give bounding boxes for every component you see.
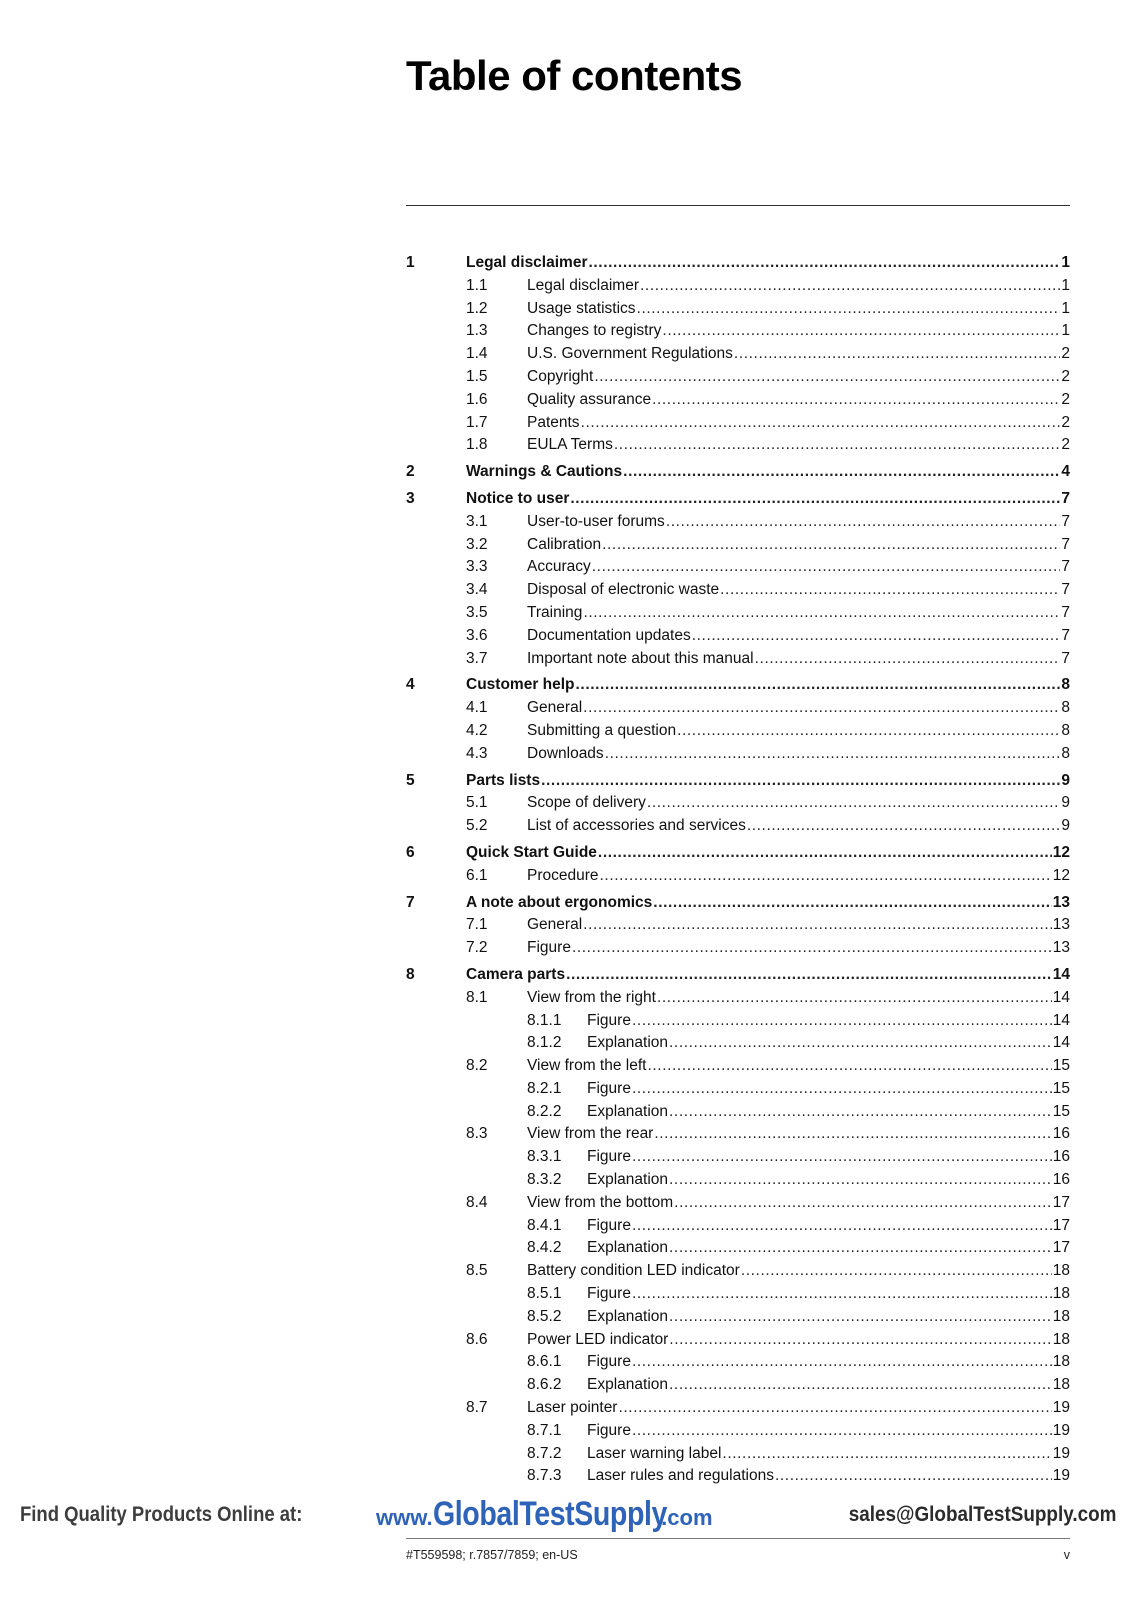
toc-entry-number: 8.2.1 [527, 1079, 562, 1097]
toc-entry-number: 6.1 [466, 866, 488, 884]
toc-entry-page: 18 [1052, 1353, 1070, 1371]
toc-dot-leader [669, 1329, 1051, 1352]
toc-entry-number: 8.5.2 [527, 1307, 562, 1325]
toc-entry-title: General [527, 699, 583, 717]
toc-entry-title: View from the bottom [527, 1193, 674, 1211]
toc-entry-number: 1.4 [466, 345, 488, 363]
toc-entry-page: 7 [1061, 512, 1070, 530]
toc-entry-number: 3.2 [466, 535, 488, 553]
toc-entry-number: 1.1 [466, 276, 488, 294]
toc-entry-page: 19 [1052, 1421, 1070, 1439]
toc-entry-title: Submitting a question [527, 721, 677, 739]
toc-entry-title: Laser rules and regulations [587, 1467, 774, 1485]
toc-entry[interactable] [406, 366, 1070, 389]
toc-dot-leader [669, 1237, 1052, 1260]
toc-entry[interactable] [406, 1306, 1070, 1329]
toc-entry-number: 5 [406, 771, 415, 789]
toc-entry-title: View from the rear [527, 1125, 654, 1143]
toc-entry-page: 2 [1061, 413, 1070, 431]
toc-entry-page: 15 [1052, 1079, 1070, 1097]
toc-entry-number: 7.2 [466, 939, 488, 957]
toc-entry-number: 5.2 [466, 817, 488, 835]
toc-entry-number: 8.5.1 [527, 1285, 562, 1303]
toc-entry-page: 16 [1052, 1125, 1070, 1143]
toc-entry-page: 2 [1061, 345, 1070, 363]
toc-entry[interactable] [406, 842, 1070, 865]
toc-entry[interactable] [406, 1260, 1070, 1283]
toc-entry-number: 7 [406, 893, 415, 911]
toc-entry-title: Usage statistics [527, 299, 636, 317]
toc-entry-number: 8.5 [466, 1262, 488, 1280]
toc-entry-page: 2 [1061, 390, 1070, 408]
toc-entry-title: Explanation [587, 1171, 669, 1189]
toc-entry[interactable] [406, 1420, 1070, 1443]
toc-entry-page: 7 [1061, 489, 1070, 507]
toc-entry-number: 8 [406, 965, 415, 983]
toc-entry-title: Figure [587, 1421, 631, 1439]
toc-entry-number: 3.7 [466, 649, 488, 667]
toc-dot-leader [669, 1032, 1052, 1055]
toc-entry-number: 8.4.1 [527, 1216, 562, 1234]
toc-entry-number: 8.4.2 [527, 1239, 562, 1257]
toc-entry-title: Laser warning label [587, 1444, 722, 1462]
toc-entry[interactable] [406, 674, 1070, 697]
footer-divider [406, 1538, 1070, 1539]
toc-entry-title: A note about ergonomics [466, 893, 653, 911]
toc-entry-title: Important note about this manual [527, 649, 754, 667]
toc-dot-leader [632, 1215, 1052, 1238]
toc-entry-title: View from the left [527, 1057, 647, 1075]
toc-entry[interactable] [406, 1374, 1070, 1397]
toc-entry-title: U.S. Government Regulations [527, 345, 733, 363]
toc-entry-page: 8 [1061, 721, 1070, 739]
toc-entry-page: 7 [1061, 626, 1070, 644]
toc-entry-title: Battery condition LED indicator [527, 1262, 740, 1280]
toc-entry[interactable] [406, 1351, 1070, 1374]
banner-site-brand: GlobalTestSupply [432, 1495, 667, 1533]
toc-dot-leader [652, 389, 1060, 412]
toc-dot-leader [640, 275, 1060, 298]
page-title: Table of contents [406, 52, 743, 99]
toc-entry-page: 13 [1052, 939, 1070, 957]
toc-dot-leader [570, 488, 1060, 511]
toc-entry-title: Laser pointer [527, 1399, 618, 1417]
toc-entry-number: 4 [406, 676, 415, 694]
toc-entry-number: 3.3 [466, 558, 488, 576]
toc-dot-leader [741, 1260, 1052, 1283]
toc-entry[interactable] [406, 602, 1070, 625]
toc-entry-page: 14 [1052, 988, 1070, 1006]
toc-entry-page: 13 [1052, 916, 1070, 934]
toc-entry-title: Figure [587, 1079, 631, 1097]
toc-entry-number: 2 [406, 463, 415, 481]
toc-entry-number: 8.1.2 [527, 1034, 562, 1052]
toc-entry-title: Explanation [587, 1307, 669, 1325]
toc-entry[interactable] [406, 461, 1070, 484]
toc-entry-page: 19 [1052, 1444, 1070, 1462]
toc-entry[interactable] [406, 1329, 1070, 1352]
toc-entry[interactable] [406, 1192, 1070, 1215]
toc-entry-number: 1.5 [466, 367, 488, 385]
toc-entry[interactable] [406, 1010, 1070, 1033]
toc-entry[interactable] [406, 1055, 1070, 1078]
toc-entry[interactable] [406, 488, 1070, 511]
toc-entry-number: 1.2 [466, 299, 488, 317]
toc-entry-number: 8.6 [466, 1330, 488, 1348]
toc-entry-title: Documentation updates [527, 626, 691, 644]
toc-entry-page: 7 [1061, 603, 1070, 621]
toc-entry-page: 18 [1052, 1376, 1070, 1394]
toc-entry-title: Notice to user [466, 489, 570, 507]
toc-entry-number: 8.3.1 [527, 1148, 562, 1166]
toc-entry-number: 8.7 [466, 1399, 488, 1417]
toc-dot-leader [666, 511, 1061, 534]
toc-entry-title: Customer help [466, 676, 575, 694]
toc-entry-page: 9 [1061, 771, 1070, 789]
toc-dot-leader [654, 1123, 1051, 1146]
toc-dot-leader [583, 914, 1052, 937]
footer-banner [0, 1495, 1132, 1535]
toc-entry-page: 18 [1052, 1285, 1070, 1303]
toc-entry-page: 8 [1061, 744, 1070, 762]
toc-dot-leader [677, 720, 1060, 743]
toc-entry[interactable] [406, 892, 1070, 915]
toc-entry-title: Explanation [587, 1034, 669, 1052]
toc-entry-page: 9 [1061, 794, 1070, 812]
toc-entry-page: 1 [1061, 254, 1070, 271]
toc-entry[interactable] [406, 625, 1070, 648]
toc-dot-leader [720, 579, 1060, 602]
toc-entry-title: Warnings & Cautions [466, 463, 623, 481]
toc-dot-leader [692, 625, 1061, 648]
toc-dot-leader [632, 1078, 1052, 1101]
toc-entry-number: 4.3 [466, 744, 488, 762]
toc-entry-title: Legal disclaimer [527, 276, 639, 294]
toc-entry[interactable] [406, 511, 1070, 534]
banner-site-suffix: .com [661, 1505, 713, 1530]
toc-entry-number: 8.2.2 [527, 1102, 562, 1120]
toc-dot-leader [722, 1443, 1051, 1466]
toc-entry-title: User-to-user forums [527, 512, 665, 530]
toc-entry-number: 8.1 [466, 988, 488, 1006]
toc-entry[interactable] [406, 1146, 1070, 1169]
toc-dot-leader [594, 366, 1060, 389]
toc-dot-leader [581, 412, 1061, 435]
toc-entry-number: 8.6.1 [527, 1353, 562, 1371]
toc-entry[interactable] [406, 1123, 1070, 1146]
toc-dot-leader [588, 252, 1060, 275]
toc-entry-page: 15 [1052, 1102, 1070, 1120]
toc-entry-page: 17 [1052, 1193, 1070, 1211]
toc-entry-number: 8.3.2 [527, 1171, 562, 1189]
toc-dot-leader [669, 1306, 1052, 1329]
toc-entry-page: 15 [1052, 1057, 1070, 1075]
toc-entry-page: 12 [1052, 843, 1070, 861]
banner-tagline: Find Quality Products Online at: [20, 1503, 303, 1526]
toc-dot-leader [647, 792, 1060, 815]
toc-entry[interactable] [406, 434, 1070, 457]
toc-entry-number: 8.7.1 [527, 1421, 562, 1439]
toc-entry-page: 9 [1061, 817, 1070, 835]
toc-dot-leader [576, 674, 1061, 697]
banner-email-link[interactable]: sales@GlobalTestSupply.com [848, 1503, 1116, 1526]
toc-entry-title: Quick Start Guide [466, 843, 597, 861]
toc-entry-page: 2 [1061, 436, 1070, 454]
toc-entry[interactable] [406, 865, 1070, 888]
toc-entry-title: Procedure [527, 866, 599, 884]
toc-entry-number: 3.4 [466, 581, 488, 599]
toc-entry-page: 18 [1052, 1307, 1070, 1325]
toc-entry-number: 4.2 [466, 721, 488, 739]
toc-entry[interactable] [406, 964, 1070, 987]
toc-entry-page: 1 [1061, 299, 1070, 317]
toc-entry-number: 8.7.2 [527, 1444, 562, 1462]
toc-dot-leader [775, 1465, 1052, 1488]
toc-dot-leader [600, 865, 1052, 888]
toc-entry[interactable] [406, 252, 1070, 275]
toc-entry-number: 8.7.3 [527, 1467, 562, 1485]
toc-entry-title: Patents [527, 413, 580, 431]
toc-entry-page: 1 [1061, 276, 1070, 294]
toc-entry-number: 1.8 [466, 436, 488, 454]
toc-entry-page: 17 [1052, 1239, 1070, 1257]
toc-entry-page: 14 [1052, 1011, 1070, 1029]
toc-entry-title: General [527, 916, 583, 934]
document-reference: #T559598; r.7857/7859; en-US [406, 1548, 578, 1562]
toc-entry-title: Explanation [587, 1102, 669, 1120]
toc-dot-leader [583, 602, 1060, 625]
toc-entry[interactable] [406, 1397, 1070, 1420]
page-number: v [1063, 1548, 1070, 1562]
toc-entry-page: 18 [1052, 1262, 1070, 1280]
toc-entry-title: Figure [587, 1353, 631, 1371]
toc-dot-leader [618, 1397, 1051, 1420]
toc-entry-number: 3.5 [466, 603, 488, 621]
toc-dot-leader [592, 556, 1061, 579]
toc-entry[interactable] [406, 1237, 1070, 1260]
toc-dot-leader [637, 298, 1061, 321]
toc-entry[interactable] [406, 648, 1070, 671]
toc-dot-leader [632, 1283, 1052, 1306]
toc-entry-page: 16 [1052, 1148, 1070, 1166]
toc-dot-leader [605, 743, 1061, 766]
toc-entry-number: 1.3 [466, 322, 488, 340]
banner-site-prefix: www. [376, 1505, 433, 1530]
toc-dot-leader [632, 1146, 1052, 1169]
toc-dot-leader [572, 937, 1052, 960]
toc-dot-leader [566, 964, 1052, 987]
toc-entry[interactable] [406, 914, 1070, 937]
toc-entry-page: 4 [1061, 463, 1070, 481]
toc-entry-page: 17 [1052, 1216, 1070, 1234]
toc-entry-title: Training [527, 603, 583, 621]
toc-entry-title: Figure [587, 1216, 631, 1234]
toc-entry[interactable] [406, 1101, 1070, 1124]
toc-entry[interactable] [406, 815, 1070, 838]
toc-dot-leader [662, 320, 1060, 343]
toc-entry[interactable] [406, 412, 1070, 435]
toc-entry-number: 8.4 [466, 1193, 488, 1211]
toc-entry-title: Explanation [587, 1376, 669, 1394]
toc-entry-page: 7 [1061, 649, 1070, 667]
toc-entry-number: 5.1 [466, 794, 488, 812]
toc-entry-page: 19 [1052, 1467, 1070, 1485]
toc-entry-page: 7 [1061, 581, 1070, 599]
toc-entry-page: 13 [1052, 893, 1070, 911]
toc-entry-title: Camera parts [466, 965, 566, 983]
toc-entry-number: 7.1 [466, 916, 488, 934]
toc-entry[interactable] [406, 1169, 1070, 1192]
toc-entry-number: 1.7 [466, 413, 488, 431]
toc-entry-page: 18 [1052, 1330, 1070, 1348]
toc-entry-number: 3.6 [466, 626, 488, 644]
toc-entry-title: Figure [587, 1148, 631, 1166]
toc-entry-title: Copyright [527, 367, 594, 385]
toc-dot-leader [632, 1010, 1052, 1033]
toc-entry-number: 8.3 [466, 1125, 488, 1143]
toc-entry-number: 3 [406, 489, 415, 507]
toc-dot-leader [747, 815, 1061, 838]
toc-entry[interactable] [406, 1078, 1070, 1101]
toc-entry-title: Disposal of electronic waste [527, 581, 720, 599]
toc-entry[interactable] [406, 389, 1070, 412]
toc-entry[interactable] [406, 743, 1070, 766]
toc-entry-title: EULA Terms [527, 436, 613, 454]
toc-dot-leader [734, 343, 1060, 366]
toc-entry-title: Calibration [527, 535, 602, 553]
toc-entry[interactable] [406, 556, 1070, 579]
toc-dot-leader [541, 770, 1060, 793]
toc-entry-number: 8.1.1 [527, 1011, 562, 1029]
toc-entry-page: 14 [1052, 965, 1070, 983]
toc-entry-title: Parts lists [466, 771, 541, 789]
toc-dot-leader [647, 1055, 1051, 1078]
toc-dot-leader [657, 987, 1052, 1010]
toc-dot-leader [755, 648, 1061, 671]
toc-entry-number: 3.1 [466, 512, 488, 530]
toc-entry[interactable] [406, 987, 1070, 1010]
table-of-contents [406, 252, 1070, 1488]
toc-entry-page: 7 [1061, 558, 1070, 576]
toc-entry-title: Figure [587, 1011, 631, 1029]
toc-dot-leader [583, 697, 1060, 720]
toc-entry-title: Quality assurance [527, 390, 652, 408]
toc-entry-title: Scope of delivery [527, 794, 646, 812]
toc-dot-leader [669, 1169, 1052, 1192]
title-divider [406, 205, 1070, 206]
toc-entry-number: 1.6 [466, 390, 488, 408]
toc-entry[interactable] [406, 1465, 1070, 1488]
toc-entry-page: 16 [1052, 1171, 1070, 1189]
toc-entry[interactable] [406, 937, 1070, 960]
toc-entry-page: 2 [1061, 367, 1070, 385]
toc-entry-number: 4.1 [466, 699, 488, 717]
toc-entry-title: Power LED indicator [527, 1330, 669, 1348]
toc-entry-title: Figure [587, 1285, 631, 1303]
toc-entry-title: Legal disclaimer [466, 254, 588, 271]
toc-entry-title: Accuracy [527, 558, 591, 576]
toc-entry[interactable] [406, 1032, 1070, 1055]
banner-website-link[interactable] [376, 1495, 713, 1534]
toc-entry[interactable] [406, 343, 1070, 366]
toc-entry[interactable] [406, 720, 1070, 743]
toc-dot-leader [632, 1420, 1052, 1443]
toc-dot-leader [674, 1192, 1052, 1215]
toc-dot-leader [623, 461, 1060, 484]
toc-entry-number: 8.2 [466, 1057, 488, 1075]
toc-entry[interactable] [406, 275, 1070, 298]
toc-dot-leader [669, 1374, 1052, 1397]
toc-entry-number: 1 [406, 254, 415, 271]
toc-entry-page: 12 [1052, 866, 1070, 884]
toc-entry[interactable] [406, 697, 1070, 720]
toc-entry[interactable] [406, 579, 1070, 602]
toc-entry[interactable] [406, 770, 1070, 793]
toc-entry-title: List of accessories and services [527, 817, 746, 835]
toc-entry-title: Figure [527, 939, 571, 957]
toc-entry[interactable] [406, 534, 1070, 557]
toc-dot-leader [669, 1101, 1052, 1124]
toc-entry-title: View from the right [527, 988, 656, 1006]
toc-entry-page: 19 [1052, 1399, 1070, 1417]
toc-entry-title: Explanation [587, 1239, 669, 1257]
toc-entry-page: 8 [1061, 699, 1070, 717]
toc-entry[interactable] [406, 792, 1070, 815]
toc-entry[interactable] [406, 1443, 1070, 1466]
toc-entry[interactable] [406, 1283, 1070, 1306]
toc-entry-page: 1 [1061, 322, 1070, 340]
toc-dot-leader [653, 892, 1051, 915]
toc-dot-leader [632, 1351, 1052, 1374]
toc-entry[interactable] [406, 298, 1070, 321]
toc-dot-leader [614, 434, 1061, 457]
toc-entry[interactable] [406, 1215, 1070, 1238]
toc-entry-page: 7 [1061, 535, 1070, 553]
toc-entry-page: 14 [1052, 1034, 1070, 1052]
toc-entry-title: Changes to registry [527, 322, 662, 340]
toc-entry-title: Downloads [527, 744, 604, 762]
toc-dot-leader [598, 842, 1052, 865]
toc-dot-leader [602, 534, 1060, 557]
toc-entry[interactable] [406, 320, 1070, 343]
toc-entry-number: 8.6.2 [527, 1376, 562, 1394]
toc-entry-page: 8 [1061, 676, 1070, 694]
toc-entry-number: 6 [406, 843, 415, 861]
